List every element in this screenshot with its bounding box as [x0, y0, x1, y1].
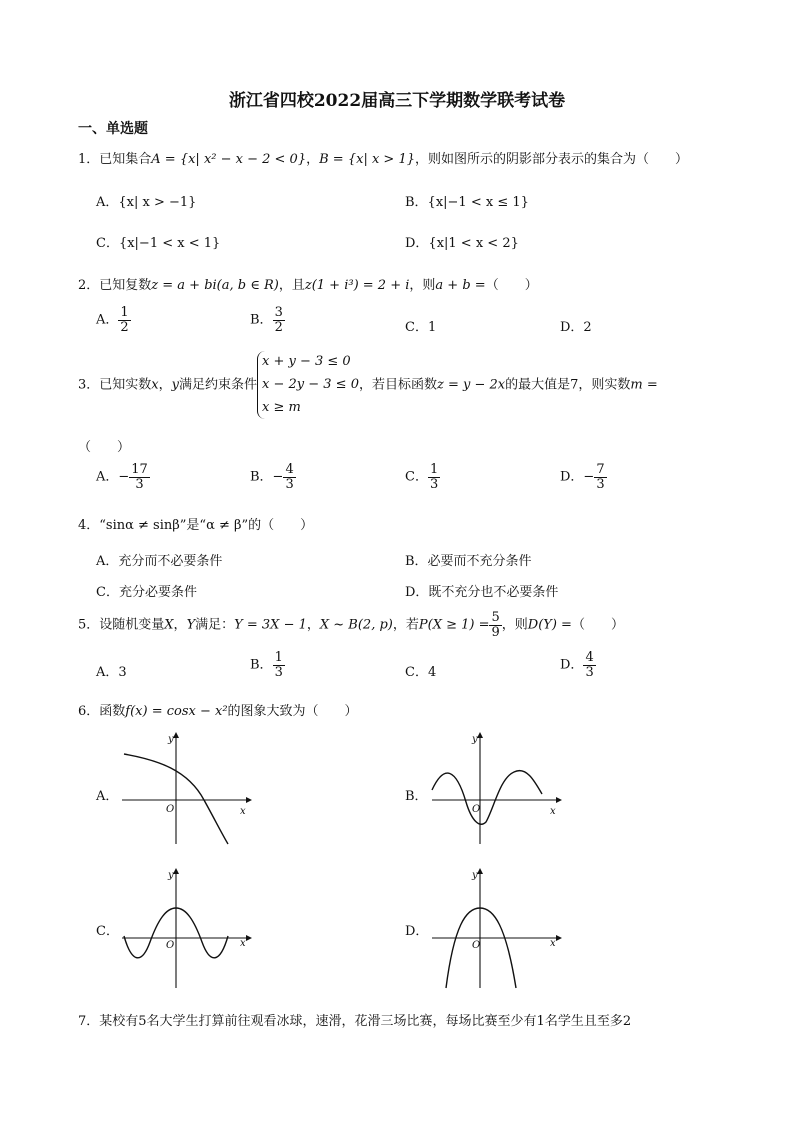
q5-prob-den: 9 — [491, 624, 500, 640]
q3-c-num: 1 — [429, 462, 439, 477]
q5-sep: ， — [306, 617, 320, 633]
q3-b-den: 3 — [285, 476, 294, 492]
q2-a-den: 2 — [120, 319, 129, 335]
q3-constraint-system — [257, 351, 359, 419]
q4-option-d: D．既不充分也不必要条件 — [405, 585, 559, 600]
graph-b-origin-label: O — [472, 804, 481, 815]
q5-stem-e: （ ） — [571, 617, 624, 633]
question-6 — [78, 700, 358, 719]
graph-c-x-label: x — [240, 938, 246, 949]
question-5 — [78, 611, 624, 639]
q3-var-y: y — [171, 377, 179, 393]
q6-option-c-label: C． — [96, 924, 119, 939]
q4-option-a: A．充分而不必要条件 — [96, 554, 223, 569]
q6-graph-c — [118, 866, 258, 990]
q1-option-c: C．{x|−1 < x < 1} — [96, 236, 221, 251]
q6-stem-a: 6．函数 — [78, 704, 126, 719]
q5-d-num: 4 — [585, 650, 594, 665]
q5-stem-c: ，若 — [392, 617, 419, 633]
q3-option-b — [250, 463, 296, 491]
question-2 — [78, 274, 538, 293]
q2-stem-a: 2．已知复数 — [78, 278, 152, 293]
q3-option-c — [405, 463, 440, 491]
q6-graph-b — [428, 730, 568, 848]
q5-d-den: 3 — [585, 664, 594, 680]
q6-function: f(x) = cosx − x² — [125, 704, 228, 719]
question-4: 4．“sinα ≠ sinβ”是“α ≠ β”的（ ） — [78, 518, 314, 533]
q6-option-a-label: A． — [96, 789, 119, 804]
q6-option-d-label: D． — [405, 924, 429, 939]
question-7: 7．某校有5名大学生打算前往观看冰球，速滑，花滑三场比赛，每场比赛至少有1名学生且至多2 — [78, 1014, 632, 1029]
q3-option-b-label: B．− — [250, 469, 284, 485]
graph-a-origin-label: O — [166, 804, 175, 815]
q1-stem-b: ，则如图所示的阴影部分表示的集合为（ ） — [414, 152, 688, 167]
graph-d-origin-label: O — [472, 940, 481, 951]
q5-option-d-label: D． — [560, 657, 584, 673]
graph-b-y-arrow — [477, 732, 483, 738]
q2-expr-sum: a + b = — [435, 278, 486, 293]
graph-c-y-arrow — [173, 868, 179, 874]
q2-stem-b: ，且 — [278, 278, 305, 293]
graph-a-x-arrow — [246, 797, 252, 803]
q5-expr-prob: P(X ≥ 1) = — [418, 617, 490, 633]
q3-var-x: x — [151, 377, 159, 393]
q2-option-b-fraction — [273, 306, 285, 334]
q2-expr-z: z = a + bi(a, b ∈ R) — [151, 278, 279, 293]
q5-stem-d: ，则 — [501, 617, 528, 633]
graph-c-y-label: y — [168, 870, 174, 881]
q1-stem-a: 1．已知集合 — [78, 152, 152, 167]
q5-var-y: Y — [186, 617, 196, 633]
q3-stem-a: 3．已知实数 — [78, 377, 152, 393]
q5-stem-a: 5．设随机变量 — [78, 617, 165, 633]
graph-d-y-label: y — [472, 870, 478, 881]
q5-option-c: C．4 — [405, 665, 437, 680]
q3-stem-b: 满足约束条件 — [179, 377, 258, 393]
graph-c-origin-label: O — [166, 940, 175, 951]
q5-var-x: X — [164, 617, 174, 633]
q2-option-a-fraction — [118, 306, 130, 334]
q3-comma: ， — [158, 377, 172, 393]
q3-option-c-fraction — [428, 463, 440, 491]
q5-option-a: A．3 — [96, 665, 127, 680]
q2-option-a — [96, 306, 131, 334]
q2-b-num: 3 — [274, 305, 283, 320]
graph-c-x-arrow — [246, 935, 252, 941]
graph-d-curve — [446, 908, 516, 988]
q3-var-m: m = — [630, 377, 658, 393]
q3-constraint-1: x + y − 3 ≤ 0 — [262, 354, 351, 369]
q3-stem-d: 的最大值是7，则实数 — [505, 377, 631, 393]
q5-option-d — [560, 651, 596, 679]
question-1 — [78, 148, 688, 167]
section-heading: 一、单选题 — [78, 121, 148, 137]
q3-stem-c: ，若目标函数 — [358, 377, 437, 393]
q3-objective: z = y − 2x — [437, 377, 506, 393]
q3-b-num: 4 — [285, 462, 294, 477]
q1-sep: ， — [306, 152, 320, 167]
graph-a-y-label: y — [168, 734, 174, 745]
graph-d-y-arrow — [477, 868, 483, 874]
q5-prob-num: 5 — [491, 610, 500, 625]
q5-comma: ， — [173, 617, 187, 633]
question-3 — [78, 351, 658, 419]
q5-b-den: 3 — [274, 664, 283, 680]
q3-option-d — [560, 463, 607, 491]
q3-option-d-fraction — [594, 463, 606, 491]
q3-option-b-fraction — [283, 463, 295, 491]
q3-option-a-fraction — [129, 463, 150, 491]
q2-a-num: 1 — [120, 305, 129, 320]
q2-stem-c: ，则 — [409, 278, 436, 293]
q3-d-num: 7 — [596, 462, 605, 477]
q5-b-num: 1 — [274, 650, 283, 665]
q2-expr-eq: z(1 + i³) = 2 + i — [304, 278, 410, 293]
q5-option-b-fraction — [273, 651, 285, 679]
q1-set-a: A = {x| x² − x − 2 < 0} — [151, 152, 307, 167]
q3-option-a-label: A．− — [96, 469, 130, 485]
q6-graph-a — [118, 730, 258, 848]
q5-expr-var: D(Y) = — [527, 617, 572, 633]
q3-constraint-3: x ≥ m — [262, 399, 301, 415]
q2-option-d: D．2 — [560, 320, 592, 335]
graph-b-x-label: x — [550, 806, 556, 817]
q5-option-b-label: B． — [250, 657, 273, 673]
graph-b-curve — [432, 771, 542, 825]
q5-option-b — [250, 651, 285, 679]
q1-option-b: B．{x|−1 < x ≤ 1} — [405, 195, 529, 210]
graph-b-x-arrow — [556, 797, 562, 803]
q2-option-c: C．1 — [405, 320, 437, 335]
q3-d-den: 3 — [596, 476, 605, 492]
q1-option-a: A．{x| x > −1} — [96, 195, 197, 210]
q2-option-b — [250, 306, 285, 334]
q2-option-b-label: B． — [250, 312, 273, 328]
q3-option-a — [96, 463, 150, 491]
q5-stem-b: 满足： — [195, 617, 235, 633]
q1-set-b: B = {x| x > 1} — [319, 152, 415, 167]
q3-constraint-2: x − 2y − 3 ≤ 0 — [262, 376, 359, 392]
q4-option-b: B．必要而不充分条件 — [405, 554, 532, 569]
graph-d-x-arrow — [556, 935, 562, 941]
q3-option-d-label: D．− — [560, 469, 595, 485]
q3-option-c-label: C． — [405, 469, 428, 485]
q3-a-den: 3 — [129, 477, 150, 492]
q1-option-d: D．{x|1 < x < 2} — [405, 236, 519, 251]
exam-title: 浙江省四校2022届高三下学期数学联考试卷 — [228, 91, 566, 111]
graph-b-y-label: y — [472, 734, 478, 745]
graph-d-x-label: x — [550, 938, 556, 949]
q5-expr-binomial: X ~ B(2, p) — [319, 617, 393, 633]
q5-option-d-fraction — [583, 651, 595, 679]
q6-graph-d — [428, 866, 568, 990]
q2-stem-d: （ ） — [485, 278, 538, 293]
graph-a-x-label: x — [240, 806, 246, 817]
q5-expr-y: Y = 3X − 1 — [234, 617, 307, 633]
q3-answer-paren: （ ） — [78, 440, 131, 455]
q3-c-den: 3 — [429, 476, 439, 492]
q5-prob-fraction — [489, 611, 501, 639]
q2-b-den: 2 — [274, 319, 283, 335]
q6-stem-b: 的图象大致为（ ） — [227, 704, 358, 719]
q3-a-num: 17 — [131, 462, 148, 477]
q6-option-b-label: B． — [405, 789, 428, 804]
q2-option-a-label: A． — [96, 312, 119, 328]
graph-a-y-arrow — [173, 732, 179, 738]
q4-option-c: C．充分必要条件 — [96, 585, 197, 600]
